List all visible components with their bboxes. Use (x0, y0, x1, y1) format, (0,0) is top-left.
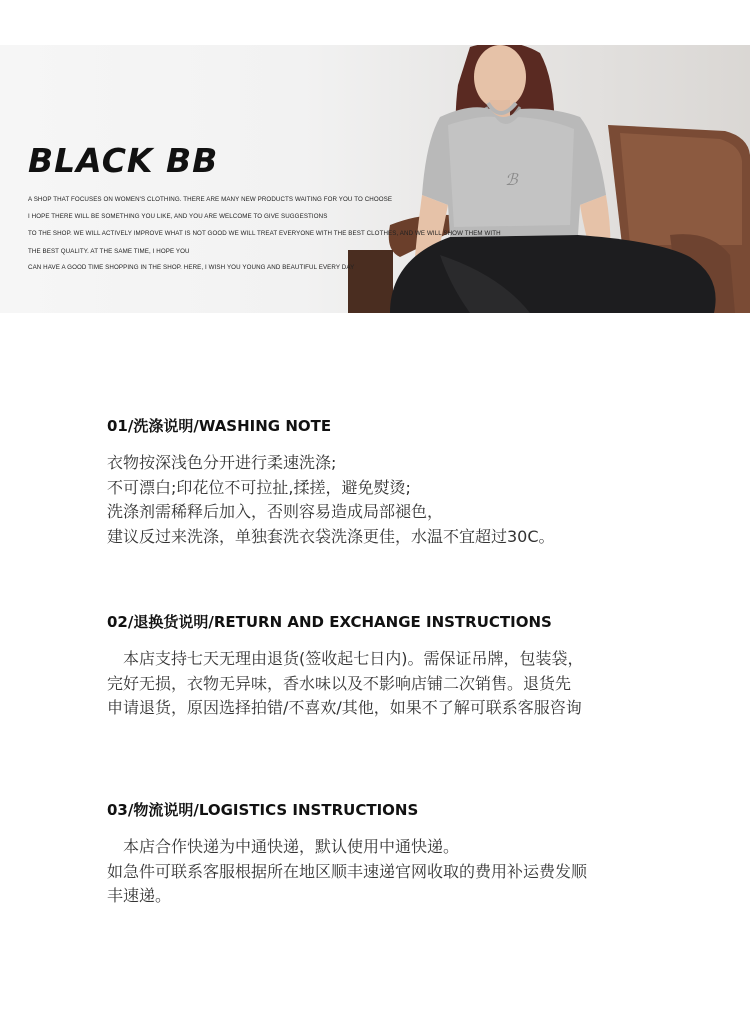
return-exchange-section (107, 611, 667, 721)
body-line: 丰速递。 (107, 886, 172, 905)
body-line: 衣物按深浅色分开进行柔速洗涤; (107, 453, 337, 472)
brand-name: BLACK BB (28, 141, 219, 180)
body-line: 本店支持七天无理由退货(签收起七日内)。需保证吊牌，包装袋， (107, 649, 584, 668)
tagline-line: I HOPE THERE WILL BE SOMETHING YOU LIKE, AND YOU ARE WELCOME TO GIVE SUGGESTIONS (28, 213, 328, 220)
washing-note-section (107, 415, 667, 549)
logistics-section (107, 799, 667, 909)
model-photo (330, 45, 750, 313)
svg-text:ℬ: ℬ (505, 170, 518, 189)
body-line: 洗涤剂需稀释后加入，否则容易造成局部褪色， (107, 502, 444, 521)
body-line: 不可漂白;印花位不可拉扯,揉搓，避免熨烫; (107, 477, 411, 497)
body-line: 如急件可联系客服根据所在地区顺丰速递官网收取的费用补运费发顺 (107, 861, 588, 881)
section-body (107, 647, 667, 721)
tagline-line: THE BEST QUALITY. AT THE SAME TIME, I HOPE YOU (28, 248, 190, 255)
body-line: 申请退货，原因选择拍错/不喜欢/其他，如果不了解可联系客服咨询 (107, 698, 582, 717)
section-title: 03/物流说明/LOGISTICS INSTRUCTIONS (107, 801, 419, 819)
section-body (107, 451, 667, 549)
body-line: 完好无损，衣物无异味，香水味以及不影响店铺二次销售。退货先 (107, 673, 572, 693)
section-body (107, 835, 667, 909)
tagline-line: A SHOP THAT FOCUSES ON WOMEN'S CLOTHING. THERE ARE MANY NEW PRODUCTS WAITING FOR YOU TO CHOOSE (28, 196, 393, 203)
section-title: 01/洗涤说明/WASHING NOTE (107, 417, 332, 435)
body-line: 本店合作快递为中通快递，默认使用中通快递。 (107, 837, 460, 856)
body-line: 建议反过来洗涤，单独套洗衣袋洗涤更佳，水温不宜超过30C。 (107, 526, 555, 546)
tagline-line: CAN HAVE A GOOD TIME SHOPPING IN THE SHOP. HERE, I WISH YOU YOUNG AND BEAUTIFUL EVERY DAY (28, 264, 355, 271)
hero-banner (0, 45, 750, 313)
section-title: 02/退换货说明/RETURN AND EXCHANGE INSTRUCTIONS (107, 613, 552, 631)
tagline-line: TO THE SHOP. WE WILL ACTIVELY IMPROVE WHAT IS NOT GOOD WE WILL TREAT EVERYONE WITH THE BEST CLOTHES, AND WE WILL SHOW THEM WITH (28, 230, 501, 237)
